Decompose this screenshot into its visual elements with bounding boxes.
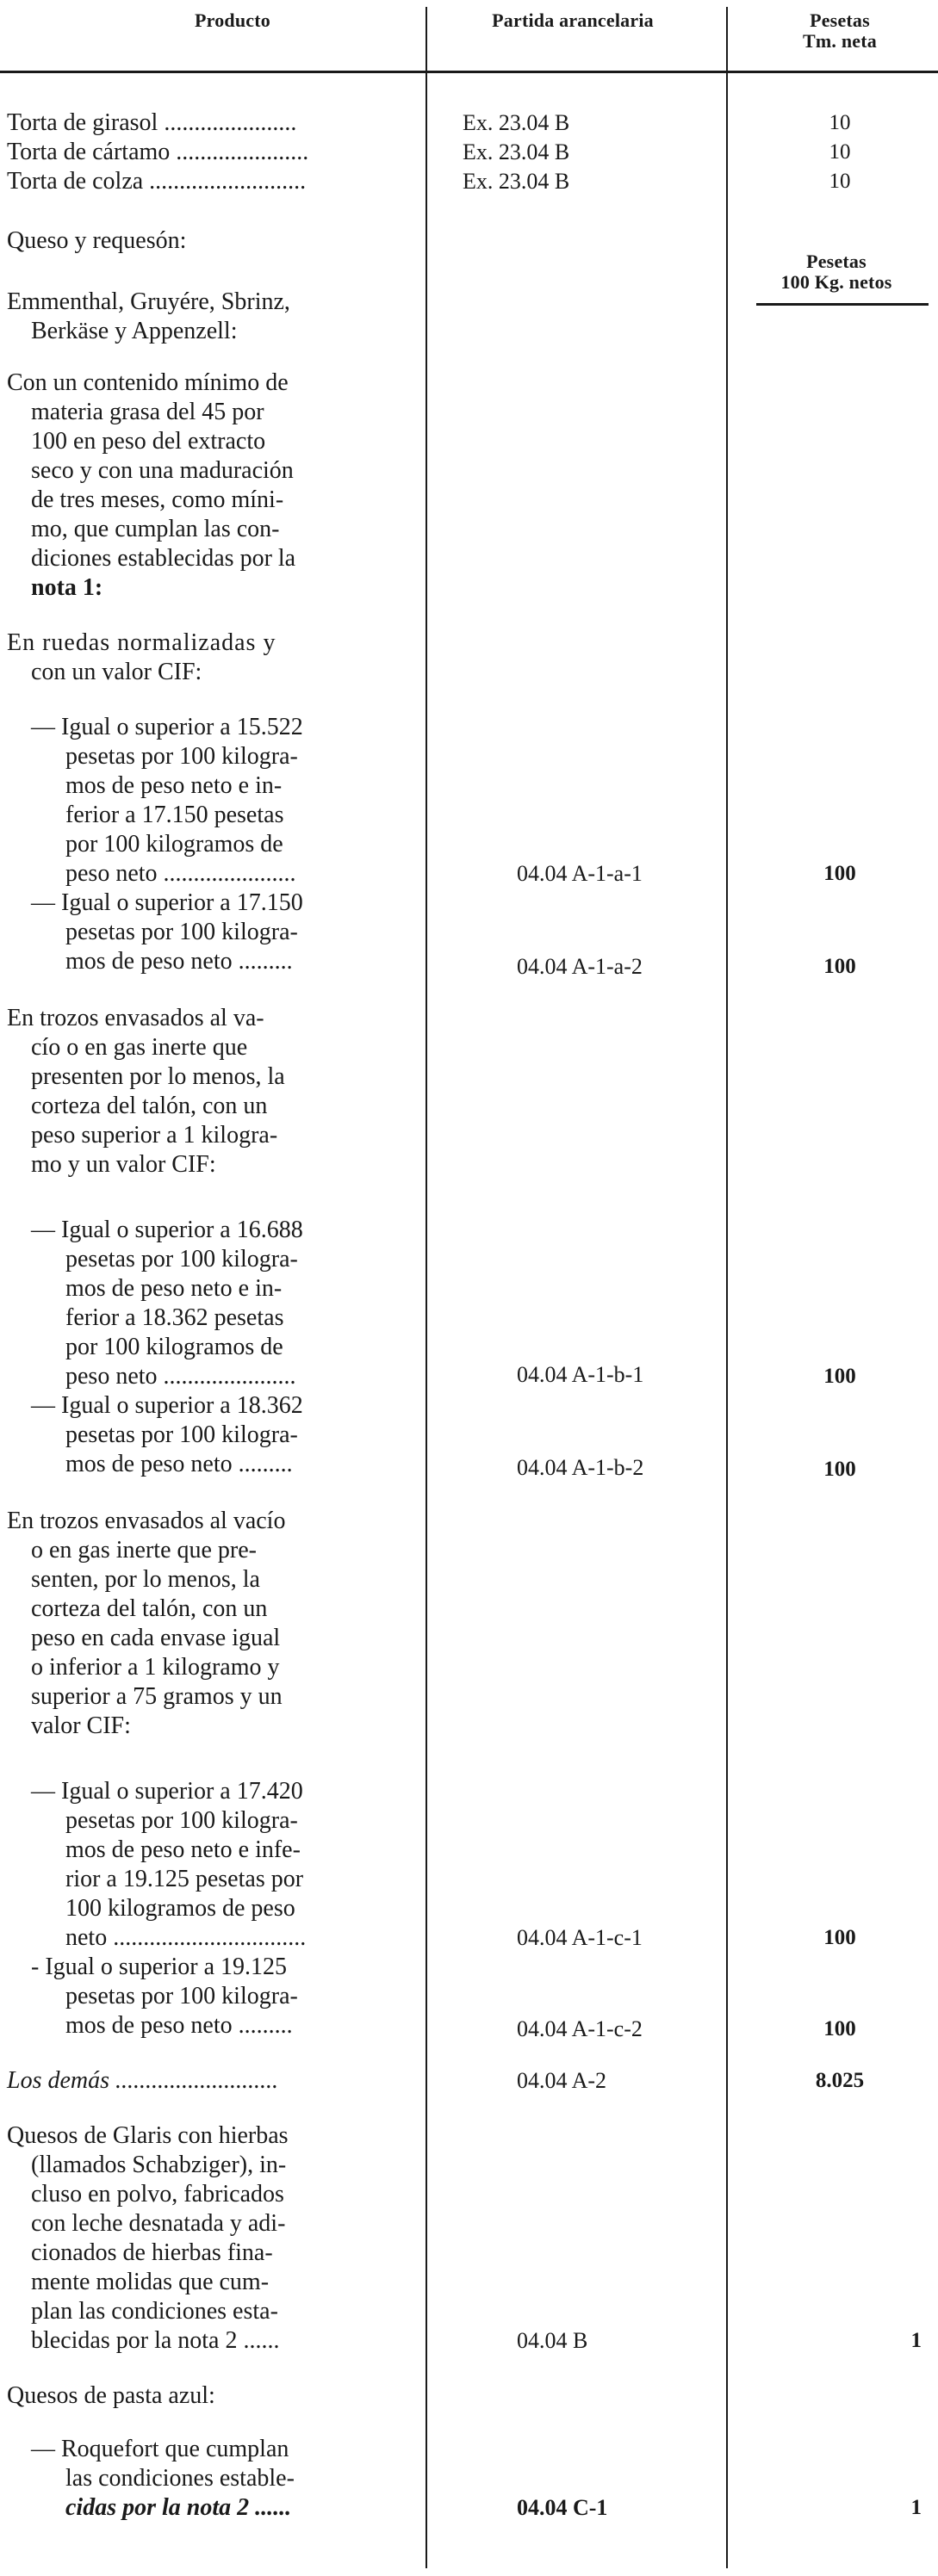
paragraph-line: corteza del talón, con un [31,1093,268,1119]
paragraph-line: con un valor CIF: [31,659,202,685]
paragraph-line: cluso en polvo, fabricados [31,2181,284,2208]
header-rule [0,71,938,73]
paragraph: Berkäse y Appenzell: [31,318,238,344]
item-line: mos de peso neto ......... [65,948,293,975]
item-line: pesetas por 100 kilogra- [65,743,298,770]
row-value: 100 [823,1458,856,1481]
row-code: Ex. 23.04 B [463,139,570,164]
header-product: Producto [195,9,270,31]
item-line: mos de peso neto ......... [65,2012,293,2039]
item-line: peso neto ...................... [65,860,296,887]
item-line: ferior a 17.150 pesetas [65,802,284,828]
row-code: Ex. 23.04 B [463,169,570,194]
row-value: 100 [823,2017,856,2040]
header-price-tm-line1: Pesetas [810,9,870,31]
item-line: por 100 kilogramos de [65,831,283,858]
row-code: 04.04 C-1 [517,2495,608,2520]
item-line: - Igual o superior a 19.125 [31,1954,288,1980]
row-code: Ex. 23.04 B [463,110,570,135]
item-line: — Igual o superior a 15.522 [31,714,303,740]
paragraph-line: diciones establecidas por la [31,545,296,572]
row-value: 10 [829,170,851,193]
item-line: mos de peso neto e infe- [65,1836,301,1863]
paragraph-line: valor CIF: [31,1712,131,1739]
paragraph-line: superior a 75 gramos y un [31,1683,283,1710]
item-line: las condiciones estable- [65,2465,295,2492]
item-line: ferior a 18.362 pesetas [65,1304,284,1331]
paragraph-line: cío o en gas inerte que [31,1034,248,1061]
item-line: — Roquefort que cumplan [31,2436,289,2462]
item-line: por 100 kilogramos de [65,1334,283,1360]
paragraph-line: o inferior a 1 kilogramo y [31,1654,280,1681]
header-price-100kg-line2: 100 Kg. netos [780,271,892,293]
paragraph-line: mo, que cumplan las con- [31,516,280,542]
row-value: 1 [910,2496,922,2519]
row-value: 10 [829,140,851,164]
row-code: 04.04 A-1-c-1 [517,1925,643,1950]
item-line: pesetas por 100 kilogra- [65,1807,298,1834]
paragraph-line: En trozos envasados al va- [7,1005,264,1031]
header-price-tm [758,10,922,52]
paragraph-line: senten, por lo menos, la [31,1566,260,1593]
item-line: 100 kilogramos de peso [65,1895,295,1922]
paragraph-line: plan las condiciones esta- [31,2298,278,2325]
header-price-100kg-line1: Pesetas [806,251,867,272]
section-heading: Quesos de pasta azul: [7,2382,215,2409]
row-value: 8.025 [815,2069,865,2092]
paragraph-line: (llamados Schabziger), in- [31,2152,287,2178]
item-line: rior a 19.125 pesetas por [65,1866,304,1892]
item-line: — Igual o superior a 17.420 [31,1778,303,1805]
paragraph-line: Quesos de Glaris con hierbas [7,2122,289,2149]
paragraph-line: blecidas por la nota 2 ...... [31,2327,280,2354]
item-line: — Igual o superior a 18.362 [31,1392,303,1419]
row-code: 04.04 A-1-a-1 [517,861,643,886]
item-line: pesetas por 100 kilogra- [65,919,298,945]
paragraph-line: mo y un valor CIF: [31,1151,216,1178]
paragraph-line: Con un contenido mínimo de [7,369,289,396]
item-line: pesetas por 100 kilogra- [65,1246,298,1273]
row-code: 04.04 A-1-b-1 [517,1362,644,1387]
paragraph-line: peso en cada envase igual [31,1625,281,1651]
item-line: mos de peso neto e in- [65,1275,283,1302]
row-code: 04.04 A-1-c-2 [517,2016,643,2041]
row-product: Torta de girasol ...................... [7,109,297,136]
paragraph-line: corteza del talón, con un [31,1595,268,1622]
row-code: 04.04 A-2 [517,2068,606,2093]
paragraph: Emmenthal, Gruyére, Sbrinz, [7,288,290,315]
item-line: pesetas por 100 kilogra- [65,1421,298,1448]
row-value: 100 [823,1926,856,1949]
paragraph-line: mente molidas que cum- [31,2269,270,2295]
header-tariff: Partida arancelaria [492,9,654,31]
row-value: 10 [829,111,851,134]
item-line: cidas por la nota 2 ...... [65,2494,292,2521]
paragraph-line: o en gas inerte que pre- [31,1537,257,1564]
item-line: neto ................................ [65,1924,307,1951]
paragraph-line: En ruedas normalizadas y [7,629,276,656]
row-code: 04.04 A-1-b-2 [517,1455,644,1480]
row-code: 04.04 A-1-a-2 [517,954,643,979]
row-value: 100 [823,955,856,978]
header-price-tm-line2: Tm. neta [803,30,877,52]
item-line: mos de peso neto e in- [65,772,283,799]
item-line: peso neto ...................... [65,1363,296,1390]
item-line: — Igual o superior a 16.688 [31,1217,303,1243]
paragraph-line: con leche desnatada y adi- [31,2210,286,2237]
paragraph-line: de tres meses, como míni- [31,486,284,513]
row-value: 100 [823,862,856,885]
paragraph-line: Los demás ........................... [7,2067,279,2094]
item-line: pesetas por 100 kilogra- [65,1983,298,2009]
paragraph-line: peso superior a 1 kilogra- [31,1122,278,1149]
section-heading: Queso y requesón: [7,227,187,254]
row-product: Torta de colza .......................... [7,168,307,195]
item-line: mos de peso neto ......... [65,1451,293,1477]
paragraph-line: materia grasa del 45 por [31,399,264,425]
item-line: — Igual o superior a 17.150 [31,889,303,916]
paragraph-line: cionados de hierbas fina- [31,2239,273,2266]
paragraph-line: seco y con una maduración [31,457,294,484]
row-value: 100 [823,1365,856,1388]
paragraph-line: presenten por lo menos, la [31,1063,285,1090]
column-rule-right [726,7,728,2568]
paragraph-line: 100 en peso del extracto [31,428,266,455]
paragraph-line: nota 1: [31,574,103,601]
row-code: 04.04 B [517,2328,588,2353]
paragraph-line: En trozos envasados al vacío [7,1508,286,1534]
row-product: Torta de cártamo ...................... [7,139,309,165]
row-value: 1 [910,2329,922,2352]
subheader-rule [756,303,929,306]
header-price-100kg [746,251,927,293]
